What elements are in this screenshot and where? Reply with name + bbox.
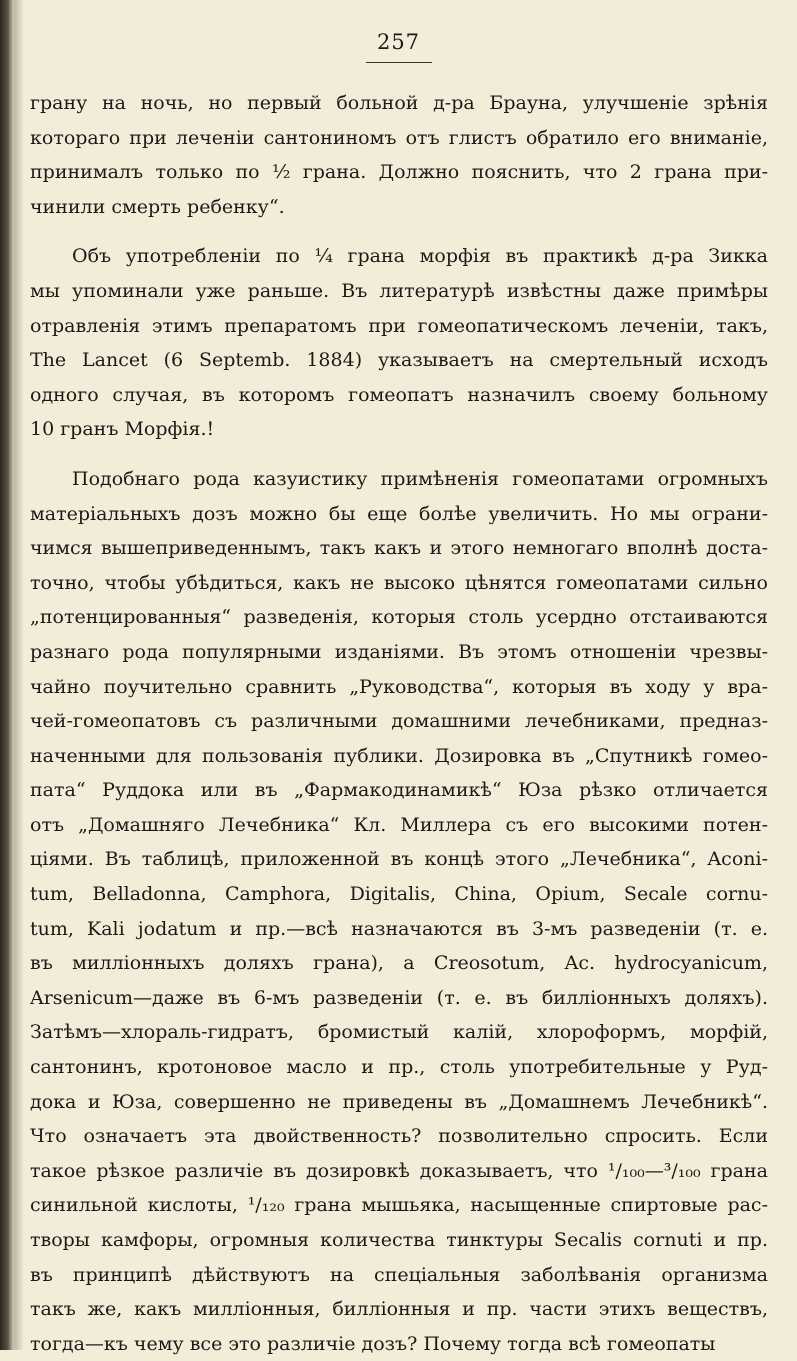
text-line: въ принципѣ дѣйствуютъ на спеціальныя заболѣванія организма xyxy=(30,1263,768,1286)
text-line: синильной кислоты, ¹/₁₂₀ грана мышьяка, насыщенные спиртовые рас- xyxy=(30,1194,768,1217)
text-line: точно, чтобы убѣдиться, какъ не высоко цѣнятся гомеопатами сильно xyxy=(30,571,768,594)
text-line: разнаго рода популярными изданіями. Въ этомъ отношеніи чрезвы- xyxy=(30,640,768,663)
text-line: такое рѣзкое различіе въ дозировкѣ доказываетъ, что ¹/₁₀₀—³/₁₀₀ грана xyxy=(30,1159,768,1182)
text-line: чей-гомеопатовъ съ различными домашними лечебниками, предназ- xyxy=(30,710,768,733)
paragraph xyxy=(30,239,768,447)
text-line: наченными для пользованія публики. Дозировка въ „Спутникѣ гомео- xyxy=(30,744,768,767)
text-line: творы камфоры, огромныя количества тинктуры Secalis cornuti и пр. xyxy=(30,1229,768,1251)
gutter-shadow xyxy=(14,0,24,1350)
body-text xyxy=(30,86,768,1361)
text-line: The Lancet (6 Septemb. 1884) указываетъ на смертельный исходъ xyxy=(30,349,768,372)
text-line: одного случая, въ которомъ гомеопатъ назначилъ своему больному xyxy=(30,383,768,406)
text-line: Подобнаго рода казуистику примѣненія гомеопатами огромныхъ xyxy=(72,467,768,490)
page-number-rule xyxy=(366,62,432,63)
text-line: Объ употребленіи по ¼ грана морфія въ практикѣ д-ра Зикка xyxy=(72,245,768,268)
text-line: такъ же, какъ милліонныя, билліонныя и пр. части этихъ веществъ, xyxy=(30,1298,768,1321)
text-line: мы упоминали уже раньше. Въ литературѣ извѣстны даже примѣры xyxy=(30,279,768,302)
text-line: отъ „Домашняго Лечебника“ Кл. Миллера съ его высокими потен- xyxy=(30,813,768,836)
text-line: ціями. Въ таблицѣ, приложенной въ концѣ этого „Лечебника“, Aconi- xyxy=(30,848,768,871)
text-line: принималъ только по ½ грана. Должно пояснить, что 2 грана при- xyxy=(30,161,768,184)
text-line: пата“ Руддока или въ „Фармакодинамикѣ“ Юза рѣзко отличается xyxy=(30,779,768,802)
text-line: въ милліонныхъ доляхъ грана), а Creosotum, Ac. hydrocyanicum, xyxy=(30,952,768,975)
paragraph xyxy=(30,462,768,1361)
paragraph xyxy=(30,86,768,224)
text-line: Что означаетъ эта двойственность? позволительно спросить. Если xyxy=(30,1125,768,1148)
text-line: тогда—къ чему все это различіе дозъ? Почему тогда всѣ гомеопаты xyxy=(30,1332,716,1355)
text-line: Затѣмъ—хлораль-гидратъ, бромистый калій, хлороформъ, морфій, xyxy=(30,1021,768,1044)
text-line: сантонинъ, кротоновое масло и пр., столь употребительные у Руд- xyxy=(30,1056,768,1079)
text-line: матеріальныхъ дозъ можно бы еще болѣе увеличить. Но мы ограни- xyxy=(30,502,768,525)
text-line: чимся вышеприведеннымъ, такъ какъ и этого немногаго вполнѣ доста- xyxy=(30,537,768,560)
book-spine-edge xyxy=(0,0,14,1350)
text-line: „потенцированныя“ разведенія, которыя столь усердно отстаиваются xyxy=(30,606,768,629)
text-line: котораго при леченіи сантониномъ отъ глистъ обратило его вниманіе, xyxy=(30,126,768,149)
text-line: tum, Belladonna, Camphora, Digitalis, China, Opium, Secale cornu- xyxy=(30,883,768,906)
page-number: 257 xyxy=(376,30,421,54)
paragraph-gap xyxy=(30,224,768,239)
text-line: 10 гранъ Морфія.! xyxy=(30,418,215,441)
text-line: грану на ночь, но первый больной д-ра Брауна, улучшеніе зрѣнія xyxy=(30,92,768,114)
text-line: дока и Юза, совершенно не приведены въ „Домашнемъ Лечебникѣ“. xyxy=(30,1090,768,1113)
text-line: tum, Kali jodatum и пр.—всѣ назначаются въ 3-мъ разведеніи (т. е. xyxy=(30,917,768,940)
text-line: отравленія этимъ препаратомъ при гомеопатическомъ леченіи, такъ, xyxy=(30,314,768,337)
paragraph-gap xyxy=(30,447,768,462)
text-line: чайно поучительно сравнить „Руководства“, которыя въ ходу у вра- xyxy=(30,675,768,698)
text-line: чинили смерть ребенку“. xyxy=(30,195,285,218)
text-line: Arsenicum—даже въ 6-мъ разведеніи (т. е. въ билліонныхъ доляхъ). xyxy=(30,986,768,1009)
